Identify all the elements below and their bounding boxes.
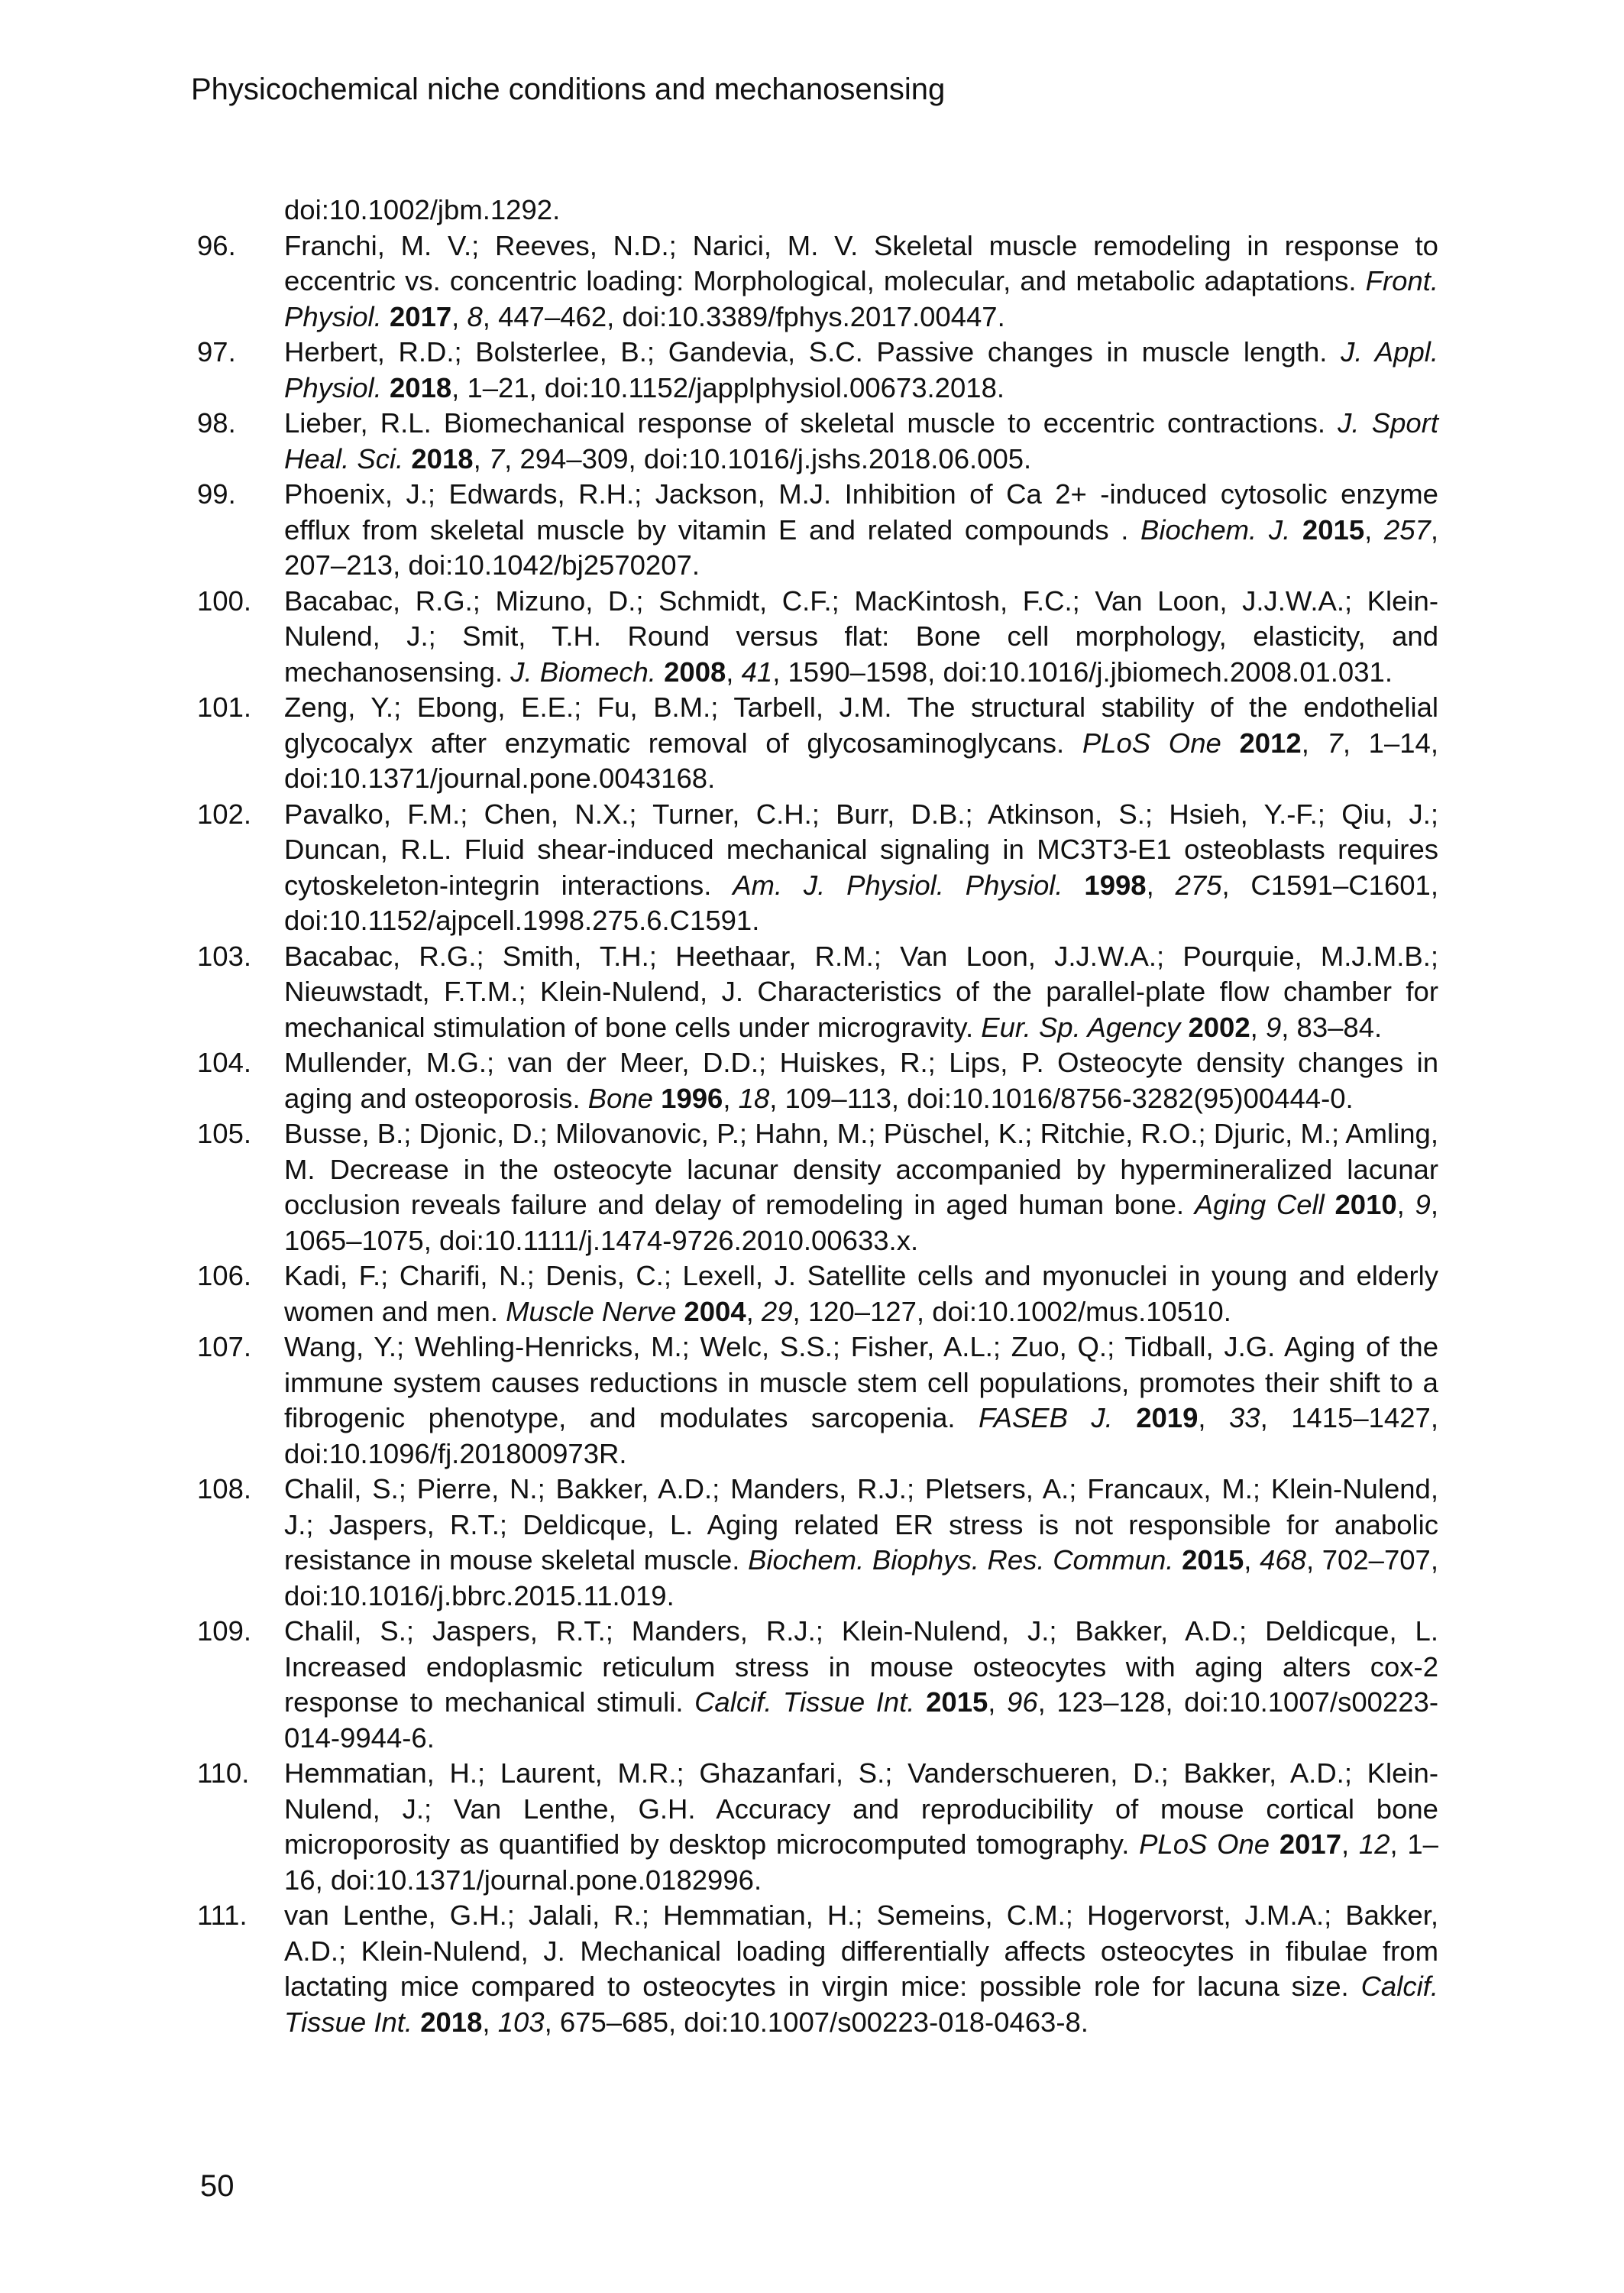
reference-segment [676, 1296, 684, 1327]
reference-segment: , C1591–C1601, doi:10.1152/ajpcell.1998.275.6.C1591. [284, 869, 1438, 936]
reference-segment [382, 301, 390, 332]
reference-italic: 7 [1327, 727, 1343, 759]
reference-number: 98. [197, 407, 236, 439]
reference-item [197, 797, 1438, 939]
reference-item [197, 1614, 1438, 1756]
running-header: Physicochemical niche conditions and mechanosensing [191, 73, 946, 106]
reference-number: 110. [197, 1757, 250, 1789]
reference-italic: PLoS One [1082, 727, 1221, 759]
reference-segment: Lieber, R.L. Biomechanical response of skeletal muscle to eccentric contractions. [284, 407, 1338, 439]
reference-text [284, 1756, 1438, 1898]
reference-year: 2004 [684, 1295, 746, 1327]
reference-item [197, 1898, 1438, 2040]
reference-segment: , 447–462, doi:10.3389/fphys.2017.00447. [482, 300, 1005, 332]
reference-segment: , 1065–1075, doi:10.1111/j.1474-9726.2010.00633.x. [284, 1189, 1438, 1256]
reference-year: 1996 [661, 1082, 723, 1114]
reference-text [284, 1045, 1438, 1116]
reference-italic: Calcif. Tissue Int. [694, 1686, 915, 1718]
reference-item [197, 1472, 1438, 1614]
reference-italic: 9 [1265, 1011, 1282, 1043]
reference-segment: Chalil, S.; Pierre, N.; Bakker, A.D.; Manders, R.J.; Pletsers, A.; Francaux, M.; Klein-Nulend, J.; Jaspers, R.T.; Deldicque, L. Aging related ER stress is not responsible for anabolic resistance in mouse skeletal muscle. [284, 1473, 1438, 1576]
reference-items [197, 228, 1438, 2041]
reference-year: 2015 [1182, 1544, 1244, 1576]
reference-italic: 275 [1175, 869, 1222, 901]
reference-year: 2012 [1239, 727, 1302, 759]
reference-italic: Bone [587, 1082, 653, 1114]
reference-number: 97. [197, 336, 236, 368]
reference-number: 101. [197, 691, 252, 723]
reference-item [197, 584, 1438, 691]
reference-number: 105. [197, 1118, 252, 1149]
reference-italic: 96 [1007, 1686, 1038, 1718]
reference-segment [1063, 870, 1085, 901]
reference-text [284, 1329, 1438, 1472]
reference-segment: , 675–685, doi:10.1007/s00223-018-0463-8. [544, 2006, 1089, 2038]
reference-italic: Eur. Sp. Agency [981, 1011, 1181, 1043]
reference-year: 2017 [1279, 1828, 1342, 1860]
reference-segment: , 120–127, doi:10.1002/mus.10510. [792, 1295, 1231, 1327]
reference-segment: , [746, 1295, 762, 1327]
reference-year: 2015 [1302, 513, 1365, 546]
reference-year: 1998 [1084, 869, 1147, 901]
reference-item [197, 477, 1438, 584]
reference-segment: , 1–21, doi:10.1152/japplphysiol.00673.2018. [451, 371, 1005, 403]
reference-segment: , 1415–1427, doi:10.1096/fj.201800973R. [284, 1402, 1438, 1469]
reference-segment: , [726, 656, 742, 688]
reference-segment: , [482, 2006, 498, 2038]
reference-segment [403, 443, 411, 474]
reference-italic: Biochem. Biophys. Res. Commun. [748, 1544, 1174, 1576]
reference-number: 96. [197, 229, 236, 261]
reference-segment: , 294–309, doi:10.1016/j.jshs.2018.06.005. [504, 442, 1032, 474]
reference-italic: Calcif. Tissue Int. [284, 1971, 1438, 2038]
reference-text [284, 406, 1438, 477]
reference-text [284, 477, 1438, 584]
reference-segment [382, 372, 390, 403]
reference-italic: Biochem. J. [1140, 513, 1291, 546]
reference-segment: , [473, 442, 489, 474]
reference-segment: , [1301, 727, 1328, 759]
reference-segment [1173, 1544, 1182, 1576]
reference-segment: Wang, Y.; Wehling-Henricks, M.; Welc, S.S.; Fisher, A.L.; Zuo, Q.; Tidball, J.G. Aging of the immune system causes reductions in muscle stem cell populations, promotes their shift to a fibrogenic phenotype, and modulates sarcopenia. [284, 1331, 1438, 1433]
reference-number: 109. [197, 1615, 252, 1647]
reference-italic: 9 [1415, 1189, 1431, 1220]
reference-segment: , [723, 1082, 739, 1114]
reference-segment [656, 656, 664, 688]
reference-text [284, 1472, 1438, 1614]
reference-segment: , [1250, 1011, 1266, 1043]
reference-year: 2018 [389, 371, 452, 403]
reference-segment [915, 1686, 927, 1718]
reference-italic: 103 [497, 2006, 545, 2038]
reference-text [284, 335, 1438, 406]
reference-segment: Herbert, R.D.; Bolsterlee, B.; Gandevia, S.C. Passive changes in muscle length. [284, 336, 1341, 368]
reference-italic: Am. J. Physiol. Physiol. [733, 869, 1063, 901]
reference-item [197, 1258, 1438, 1329]
reference-segment: Mullender, M.G.; van der Meer, D.D.; Huiskes, R.; Lips, P. Osteocyte density changes in aging and osteoporosis. [284, 1047, 1438, 1114]
reference-italic: Aging Cell [1194, 1189, 1325, 1220]
reference-segment [412, 2006, 420, 2038]
reference-item [197, 406, 1438, 477]
reference-italic: Front. Physiol. [284, 265, 1438, 332]
reference-segment: , 1–16, doi:10.1371/journal.pone.0182996. [284, 1828, 1438, 1896]
reference-year: 2010 [1334, 1189, 1397, 1220]
reference-segment: Hemmatian, H.; Laurent, M.R.; Ghazanfari, S.; Vanderschueren, D.; Bakker, A.D.; Klein-Nulend, J.; Van Lenthe, G.H. Accuracy and reproducibility of mouse cortical bone microporosity as quantified by desktop microcomputed tomography. [284, 1757, 1438, 1860]
reference-text [284, 584, 1438, 691]
reference-segment: Phoenix, J.; Edwards, R.H.; Jackson, M.J. Inhibition of Ca 2+ -induced cytosolic enzyme efflux from skeletal muscle by vitamin E and related compounds . [284, 478, 1438, 546]
reference-number: 108. [197, 1473, 252, 1504]
reference-text [284, 690, 1438, 797]
reference-segment [1113, 1402, 1136, 1433]
reference-item [197, 939, 1438, 1046]
reference-segment: Bacabac, R.G.; Smith, T.H.; Heethaar, R.M.; Van Loon, J.J.W.A.; Pourquie, M.J.M.B.; Nieuwstadt, F.T.M.; Klein-Nulend, J. Characteristics of the parallel-plate flow chamber for mechanical stimulation of bone cells under microgravity. [284, 940, 1438, 1043]
reference-item [197, 1045, 1438, 1116]
reference-segment [653, 1083, 661, 1114]
reference-text [284, 797, 1438, 939]
reference-italic: 468 [1260, 1544, 1306, 1576]
reference-number: 107. [197, 1331, 252, 1362]
reference-item [197, 335, 1438, 406]
reference-year: 2008 [664, 656, 726, 688]
reference-segment: , [1341, 1828, 1359, 1860]
reference-year: 2017 [389, 300, 452, 332]
reference-number: 106. [197, 1260, 252, 1291]
reference-item [197, 690, 1438, 797]
reference-number: 100. [197, 585, 252, 617]
reference-segment: Franchi, M. V.; Reeves, N.D.; Narici, M. V. Skeletal muscle remodeling in response to eccentric vs. concentric loading: Morphological, molecular, and metabolic adaptations. [284, 229, 1438, 296]
reference-segment: , [1396, 1189, 1415, 1220]
reference-italic: 8 [467, 300, 483, 332]
reference-segment: , 207–213, doi:10.1042/bj2570207. [284, 513, 1438, 581]
reference-italic: J. Sport Heal. Sci. [284, 407, 1438, 474]
reference-year: 2018 [420, 2006, 483, 2038]
reference-text [284, 228, 1438, 335]
reference-segment [1180, 1012, 1188, 1043]
reference-italic: 7 [488, 442, 505, 474]
reference-segment: Kadi, F.; Charifi, N.; Denis, C.; Lexell, J. Satellite cells and myonuclei in young and elderly women and men. [284, 1260, 1438, 1327]
reference-text [284, 1614, 1438, 1756]
reference-year: 2002 [1188, 1011, 1250, 1043]
reference-segment: , [451, 300, 467, 332]
reference-italic: FASEB J. [979, 1402, 1113, 1433]
reference-item [197, 1756, 1438, 1898]
reference-italic: PLoS One [1139, 1828, 1270, 1860]
reference-segment: Bacabac, R.G.; Mizuno, D.; Schmidt, C.F.; MacKintosh, F.C.; Van Loon, J.J.W.A.; Klein-Nulend, J.; Smit, T.H. Round versus flat: Bone cell morphology, elasticity, and mechanosensing. [284, 585, 1438, 688]
reference-segment [1290, 514, 1302, 546]
reference-italic: 12 [1358, 1828, 1390, 1860]
reference-italic: 18 [738, 1082, 770, 1114]
reference-segment: , [1146, 869, 1176, 901]
reference-segment: van Lenthe, G.H.; Jalali, R.; Hemmatian, H.; Semeins, C.M.; Hogervorst, J.M.A.; Bakker, A.D.; Klein-Nulend, J. Mechanical loading differentially affects osteocytes in fibulae from lactating mice compared to osteocytes in virgin mice: possible role for lacuna size. [284, 1899, 1438, 2002]
reference-segment: , 109–113, doi:10.1016/8756-3282(95)00444-0. [769, 1082, 1354, 1114]
reference-text [284, 1258, 1438, 1329]
reference-italic: 41 [741, 656, 773, 688]
reference-segment: , 702–707, doi:10.1016/j.bbrc.2015.11.019. [284, 1544, 1438, 1611]
reference-year: 2019 [1136, 1402, 1199, 1433]
reference-item [197, 1329, 1438, 1472]
reference-italic: 257 [1383, 513, 1431, 546]
reference-segment: Busse, B.; Djonic, D.; Milovanovic, P.; Hahn, M.; Püschel, K.; Ritchie, R.O.; Djuric, M.; Amling, M. Decrease in the osteocyte lacunar density accompanied by hypermineralized lacunar occlusion reveals failure and delay of remodeling in aged human bone. [284, 1118, 1438, 1220]
reference-number: 103. [197, 940, 252, 972]
reference-segment: , [1364, 513, 1384, 546]
reference-segment: , 1–14, doi:10.1371/journal.pone.0043168. [284, 727, 1438, 794]
reference-number: 111. [197, 1899, 247, 1931]
reference-list [197, 193, 1438, 2040]
reference-segment: Chalil, S.; Jaspers, R.T.; Manders, R.J.; Klein-Nulend, J.; Bakker, A.D.; Deldicque, L. Increased endoplasmic reticulum stress in mouse osteocytes with aging alters cox-2 response to mechanical stimuli. [284, 1615, 1438, 1718]
reference-segment: , [1244, 1544, 1260, 1576]
reference-number: 104. [197, 1047, 252, 1078]
reference-segment: , [1198, 1402, 1229, 1433]
page-number: 50 [200, 2169, 235, 2203]
reference-continuation: doi:10.1002/jbm.1292. [284, 194, 561, 225]
reference-text [284, 1116, 1438, 1258]
reference-italic: 33 [1228, 1402, 1260, 1433]
reference-segment: Pavalko, F.M.; Chen, N.X.; Turner, C.H.; Burr, D.B.; Atkinson, S.; Hsieh, Y.-F.; Qiu, J.; Duncan, R.L. Fluid shear-induced mechanical signaling in MC3T3-E1 osteoblasts requires cytoskeleton-integrin interactions. [284, 798, 1438, 901]
reference-item [197, 228, 1438, 335]
reference-segment [1221, 727, 1240, 759]
reference-text [284, 1898, 1438, 2040]
reference-italic: J. Biomech. [510, 656, 656, 688]
reference-segment: Zeng, Y.; Ebong, E.E.; Fu, B.M.; Tarbell, J.M. The structural stability of the endothelial glycocalyx after enzymatic removal of glycosaminoglycans. [284, 691, 1438, 759]
reference-segment: , [988, 1686, 1008, 1718]
reference-text [284, 939, 1438, 1046]
reference-segment: , 1590–1598, doi:10.1016/j.jbiomech.2008.01.031. [772, 656, 1393, 688]
reference-year: 2015 [926, 1686, 988, 1718]
reference-number: 102. [197, 798, 252, 830]
reference-year: 2018 [411, 442, 474, 474]
reference-item [197, 1116, 1438, 1258]
reference-italic: J. Appl. Physiol. [284, 336, 1438, 403]
reference-number: 99. [197, 478, 236, 510]
reference-italic: 29 [761, 1295, 793, 1327]
reference-segment [1270, 1828, 1279, 1860]
reference-segment [1325, 1189, 1335, 1220]
reference-segment: , 123–128, doi:10.1007/s00223-014-9944-6. [284, 1686, 1438, 1754]
reference-italic: Muscle Nerve [506, 1295, 677, 1327]
reference-segment: , 83–84. [1281, 1011, 1383, 1043]
